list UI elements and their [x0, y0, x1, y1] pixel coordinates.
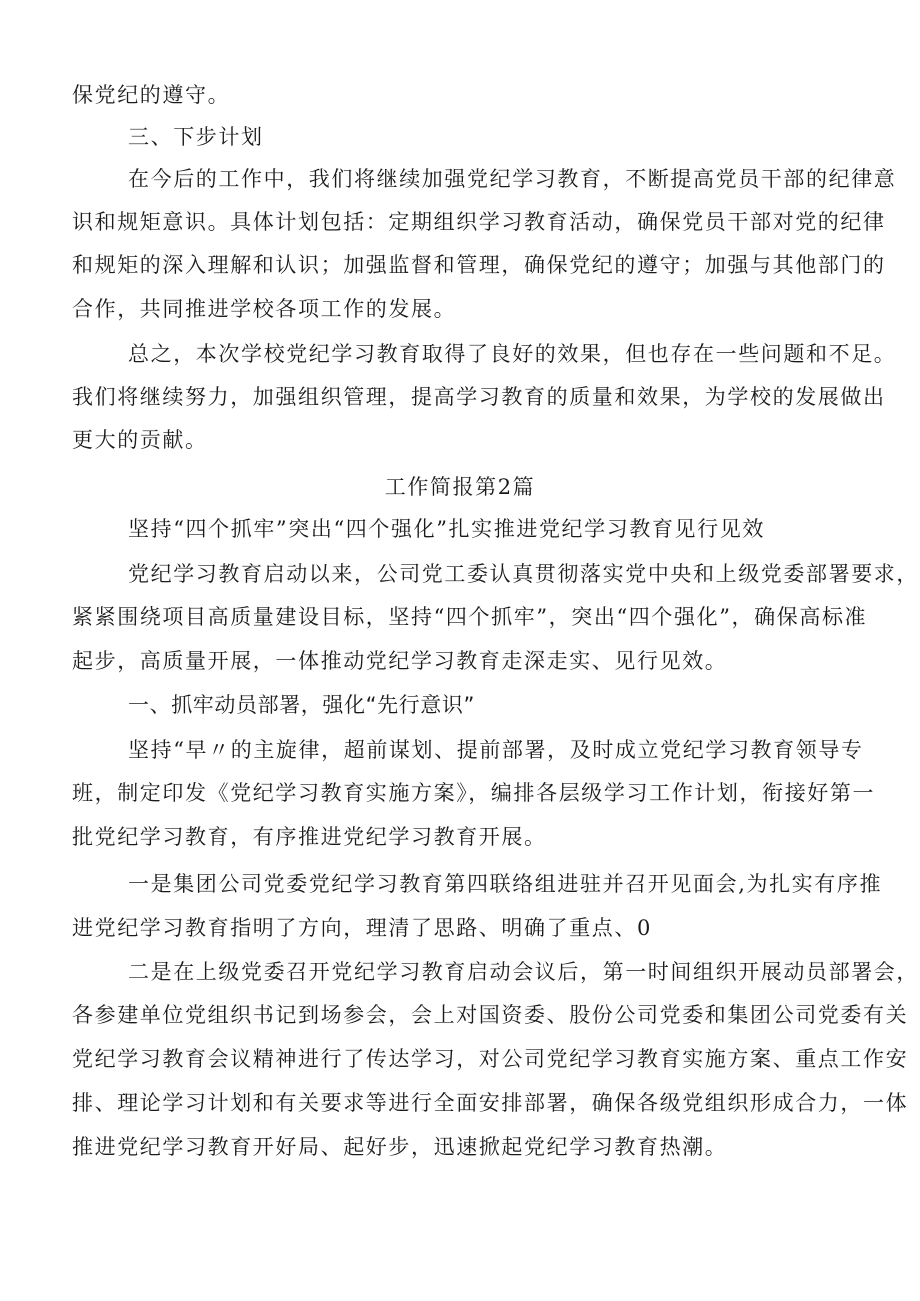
text-line: 保党纪的遵守。	[72, 83, 231, 107]
text-line: 进党纪学习教育指明了方向，理清了思路、明确了重点、0	[72, 916, 652, 940]
text-line: 坚持“早〃的主旋律，超前谋划、提前部署，及时成立党纪学习教育领导专	[128, 738, 864, 762]
article-title: 工作简报第2篇	[384, 475, 536, 499]
text-line: 更大的贡献。	[72, 428, 208, 452]
article-subtitle: 坚持“四个抓牢”突出“四个强化”扎实推进党纪学习教育见行见效	[128, 517, 765, 541]
section-heading: 三、下步计划	[128, 125, 264, 149]
text-line: 二是在上级党委召开党纪学习教育启动会议后，第一时间组织开展动员部署会，	[128, 960, 919, 984]
section-heading: 一、抓牢动员部署，强化“先行意识”	[128, 693, 475, 717]
text-line: 排、理论学习计划和有关要求等进行全面安排部署，确保各级党组织形成合力，一体	[72, 1091, 909, 1115]
text-line: 批党纪学习教育，有序推进党纪学习教育开展。	[72, 825, 547, 849]
text-line: 党纪学习教育会议精神进行了传达学习，对公司党纪学习教育实施方案、重点工作安	[72, 1047, 909, 1071]
text-line: 我们将继续努力，加强组织管理，提高学习教育的质量和效果，为学校的发展做出	[72, 385, 886, 409]
text-line: 和规矩的深入理解和认识；加强监督和管理，确保党纪的遵守；加强与其他部门的	[72, 253, 886, 277]
text-line: 班，制定印发《党纪学习教育实施方案》，编排各层级学习工作计划，衔接好第一	[72, 781, 876, 805]
text-line: 合作，共同推进学校各项工作的发展。	[72, 297, 457, 321]
text-line: 总之，本次学校党纪学习教育取得了良好的效果，但也存在一些问题和不足。	[128, 342, 897, 366]
text-line: 紧紧围绕项目高质量建设目标，坚持“四个抓牢”，突出“四个强化”，确保高标准	[72, 605, 868, 629]
text-line: 推进党纪学习教育开好局、起好步，迅速掀起党纪学习教育热潮。	[72, 1135, 728, 1159]
text-line: 一是集团公司党委党纪学习教育第四联络组进驻并召开见面会,为扎实有序推	[128, 872, 883, 896]
text-line: 在今后的工作中，我们将继续加强党纪学习教育，不断提高党员干部的纪律意	[128, 167, 897, 191]
text-line: 各参建单位党组织书记到场参会，会上对国资委、股份公司党委和集团公司党委有关	[72, 1003, 909, 1027]
text-line: 党纪学习教育启动以来，公司党工委认真贯彻落实党中央和上级党委部署要求，	[128, 562, 919, 586]
text-line: 识和规矩意识。具体计划包括：定期组织学习教育活动，确保党员干部对党的纪律	[72, 210, 886, 234]
text-line: 起步，高质量开展，一体推动党纪学习教育走深走实、见行见效。	[72, 649, 728, 673]
